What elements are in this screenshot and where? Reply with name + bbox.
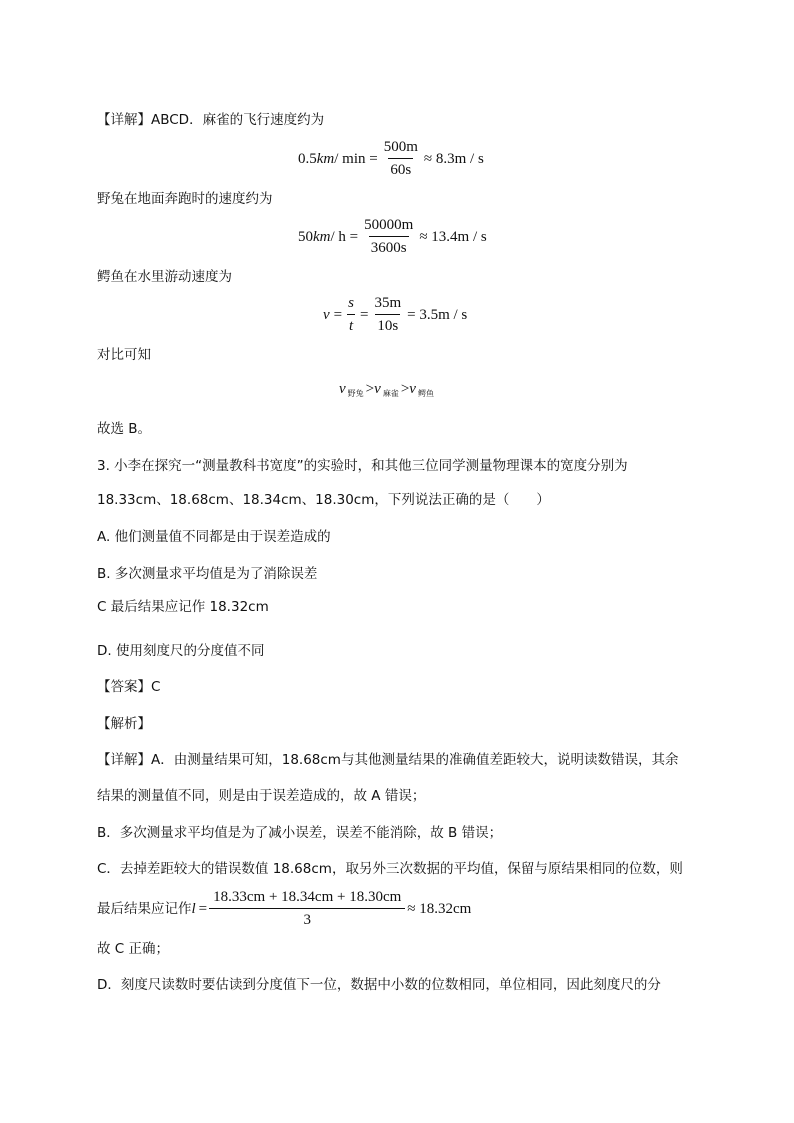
eq3-numerator: 35m [374, 295, 402, 311]
analysis-label: 【解析】 [97, 716, 151, 732]
eq1-lhs-unit: / min = [334, 150, 378, 167]
eq4-fraction [211, 888, 403, 929]
detail-paragraph-1: 【详解】ABCD．麻雀的飞行速度约为 [97, 112, 325, 128]
cmp-v1: v [339, 381, 346, 397]
eq2-lhs-unit: / h = [330, 228, 359, 245]
detail-a-line-2: 结果的测量值不同，则是由于误差造成的，故 A 错误； [97, 788, 426, 804]
eq3-equals-2: = [359, 306, 369, 323]
cmp-sub-hare: 野兔 [347, 389, 364, 398]
eq3-denominator: 10s [375, 314, 400, 335]
detail-c-line-1: C．去掉差距较大的错误数值 18.68cm，取另外三次数据的平均值，保留与原结果相同的位数，则 [97, 861, 683, 877]
eq4-rhs: ≈ 18.32cm [407, 900, 472, 917]
eq1-lhs-unit-italic: km [316, 150, 335, 167]
eq4-equals: = [198, 900, 208, 917]
detail-paragraph-2: 野兔在地面奔跑时的速度约为 [97, 191, 273, 207]
cmp-sub-crocodile: 鳄鱼 [417, 389, 434, 398]
eq2-lhs-unit-italic: km [313, 228, 331, 245]
equation-hare-speed [298, 216, 487, 257]
answer-label: 【答案】C [97, 679, 161, 695]
option-d: D. 使用刻度尺的分度值不同 [97, 643, 265, 659]
choose-b: 故选 B。 [97, 421, 152, 437]
detail-d: D．刻度尺读数时要估读到分度值下一位，数据中小数的位数相同，单位相同，因此刻度尺的分 [97, 977, 661, 993]
question-3-stem-line-2: 18.33cm、18.68cm、18.34cm、18.30cm，下列说法正确的是（ ） [97, 492, 550, 508]
option-b: B. 多次测量求平均值是为了消除误差 [97, 566, 318, 582]
eq1-lhs-number: 0.5 [298, 150, 317, 167]
speed-comparison [339, 381, 436, 398]
eq1-numerator: 500m [383, 139, 418, 155]
equation-sparrow-speed [298, 138, 484, 179]
eq3-equals: = [333, 306, 343, 323]
cmp-v2: v [374, 381, 381, 397]
eq3-t: t [347, 314, 355, 335]
eq3-fraction-st [346, 294, 356, 335]
eq3-v: v [323, 306, 330, 323]
eq3-rhs: = 3.5m / s [407, 306, 468, 323]
equation-average [192, 888, 472, 929]
eq4-denominator: 3 [209, 908, 405, 929]
eq2-rhs: ≈ 13.4m / s [419, 228, 487, 245]
eq4-prefix: 最后结果应记作 [97, 900, 192, 917]
eq4-l: l [191, 900, 196, 917]
option-c: C 最后结果应记作 18.32cm [97, 599, 269, 615]
eq2-numerator: 50000m [364, 217, 414, 233]
eq1-denominator: 60s [388, 158, 413, 179]
detail-paragraph-3: 鳄鱼在水里游动速度为 [97, 269, 232, 285]
eq2-denominator: 3600s [369, 236, 409, 257]
question-3-stem-line-1: 3. 小李在探究一“测量教科书宽度”的实验时，和其他三位同学测量物理课本的宽度分别为 [97, 458, 628, 474]
detail-a-line-1: 【详解】A．由测量结果可知，18.68cm与其他测量结果的准确值差距较大，说明读数错误，其余 [97, 752, 679, 768]
detail-c-equation-line [97, 888, 471, 929]
cmp-v3: v [409, 381, 416, 397]
cmp-gt-1: > [365, 381, 375, 397]
eq3-fraction [372, 294, 403, 335]
eq4-numerator: 18.33cm + 18.34cm + 18.30cm [213, 889, 402, 905]
cmp-sub-sparrow: 麻雀 [382, 389, 399, 398]
cmp-gt-2: > [400, 381, 410, 397]
eq2-lhs-number: 50 [298, 228, 313, 245]
detail-c-conclusion: 故 C 正确； [97, 941, 170, 957]
eq2-fraction [362, 216, 415, 257]
detail-paragraph-4: 对比可知 [97, 347, 151, 363]
eq3-s: s [348, 295, 354, 311]
equation-crocodile-speed [323, 294, 467, 335]
detail-b: B．多次测量求平均值是为了减小误差，误差不能消除，故 B 错误； [97, 825, 503, 841]
eq1-fraction [382, 138, 420, 179]
eq1-rhs: ≈ 8.3m / s [423, 150, 484, 167]
option-a: A. 他们测量值不同都是由于误差造成的 [97, 529, 331, 545]
